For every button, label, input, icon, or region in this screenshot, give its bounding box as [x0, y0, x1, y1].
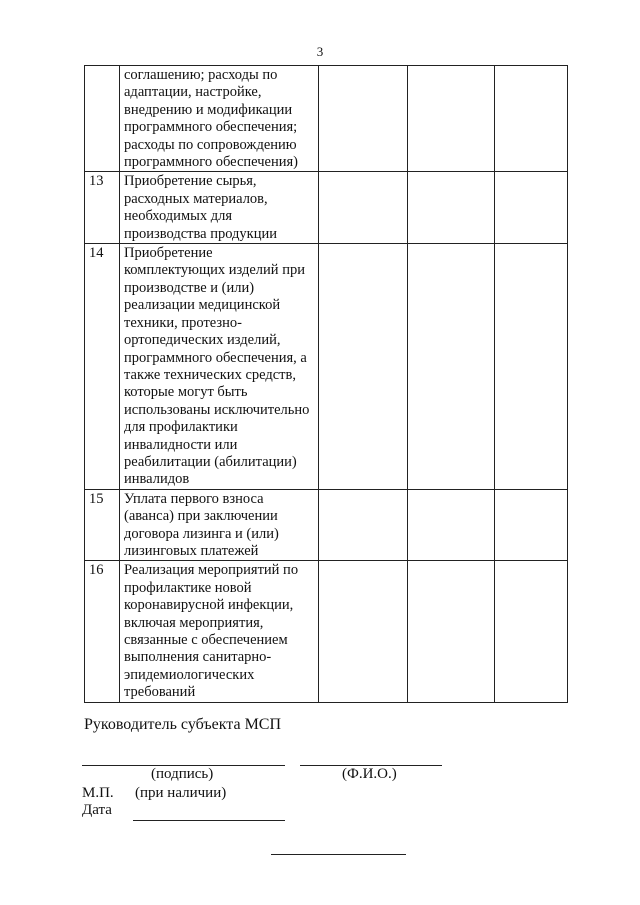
name-caption: (Ф.И.О.) [342, 766, 397, 782]
row-number: 15 [85, 489, 120, 561]
end-separator-line [271, 854, 406, 855]
table-row [85, 561, 568, 702]
row-description: Реализация мероприятий по профилактике новой коронавирусной инфекции, включая мероприятия, связанные с обеспечением выполнения санитарно-эпидемиологических требований [120, 561, 319, 702]
row-description: Приобретение сырья, расходных материалов, необходимых для производства продукции [120, 172, 319, 244]
expenses-table [84, 65, 568, 703]
head-of-smb-label: Руководитель субъекта МСП [84, 716, 282, 733]
row-number: 13 [85, 172, 120, 244]
row-number: 16 [85, 561, 120, 702]
empty-cell [495, 489, 568, 561]
empty-cell [495, 172, 568, 244]
empty-cell [319, 244, 408, 490]
table-row [85, 172, 568, 244]
signature-caption: (подпись) [151, 766, 214, 782]
empty-cell [408, 489, 495, 561]
table-row [85, 244, 568, 490]
empty-cell [319, 561, 408, 702]
row-description: Уплата первого взноса (аванса) при заключении договора лизинга и (или) лизинговых платежей [120, 489, 319, 561]
page-number: 3 [316, 44, 324, 59]
date-line [133, 820, 285, 821]
stamp-note: (при наличии) [135, 785, 227, 801]
empty-cell [319, 172, 408, 244]
row-description: Приобретение комплектующих изделий при производстве и (или) реализации медицинской техники, протезно-ортопедических изделий, программного обеспечения, а также технических средств, которые могут быть использованы исключительно для профилактики инвалидности или реабилитации (абилитации) инвалидов [120, 244, 319, 490]
date-label: Дата [82, 802, 112, 818]
empty-cell [319, 66, 408, 172]
row-number [85, 66, 120, 172]
row-description: соглашению; расходы по адаптации, настройке, внедрению и модификации программного обеспечения; расходы по сопровождению программного обеспечения) [120, 66, 319, 172]
empty-cell [408, 561, 495, 702]
table-row [85, 66, 568, 172]
empty-cell [495, 244, 568, 490]
stamp-label: М.П. [82, 785, 114, 801]
empty-cell [408, 172, 495, 244]
empty-cell [408, 244, 495, 490]
empty-cell [319, 489, 408, 561]
empty-cell [408, 66, 495, 172]
empty-cell [495, 561, 568, 702]
row-number: 14 [85, 244, 120, 490]
empty-cell [495, 66, 568, 172]
table-row [85, 489, 568, 561]
